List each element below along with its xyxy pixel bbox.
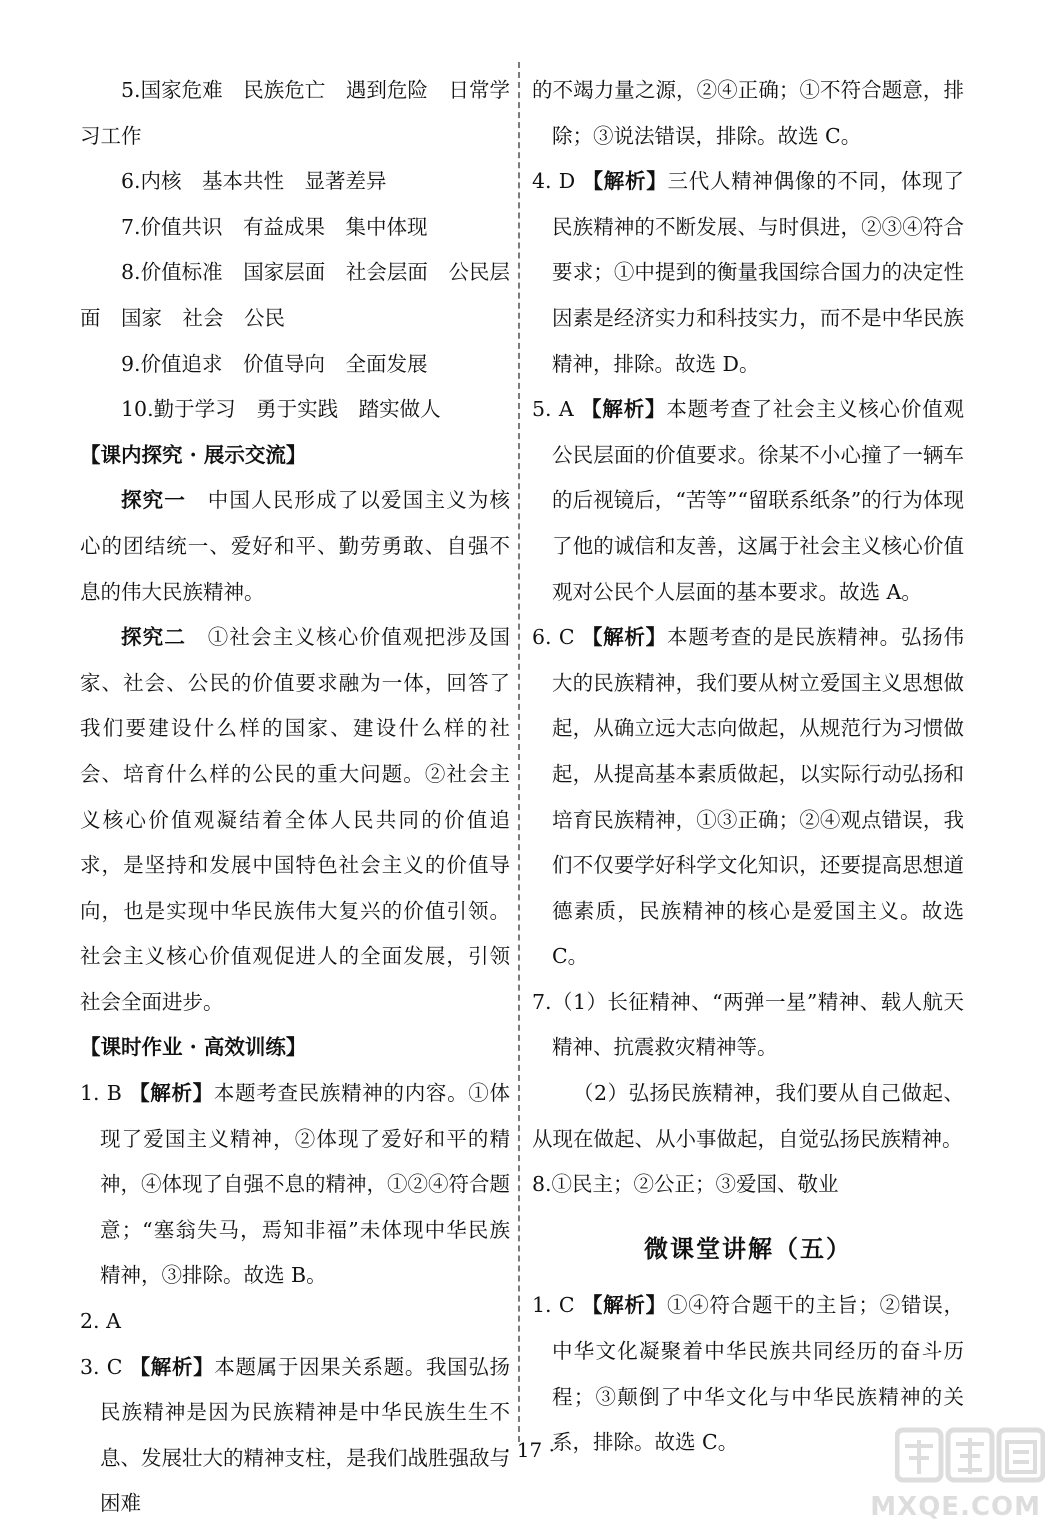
w1-analysis-tag: 【解析】 — [581, 1293, 667, 1318]
explore-2-text: ①社会主义核心价值观把涉及国家、社会、公民的价值要求融为一体，回答了我们要建设什么样的国家、建设什么样的社会、培育什么样的公民的重大问题。②社会主义核心价值观凝结着全体人民共同的价值追求，是坚持和发展中国特色社会主义的价值导向，也是实现中华民族伟大复兴的价值引领。社会主义核心价值观促进人的全面发展，引领社会全面进步。 — [80, 625, 511, 1014]
w1-analysis: ①④符合题干的主旨；②错误，中华文化凝聚着中华民族共同经历的奋斗历程；③颠倒了中华文化与中华民族精神的关系，排除。故选 C。 — [552, 1293, 965, 1455]
watermark-cn-logo-icon — [895, 1426, 1045, 1484]
q3-answer: 3. C — [80, 1354, 130, 1379]
explore-2 — [80, 615, 510, 1025]
q1-analysis-tag: 【解析】 — [129, 1081, 214, 1106]
q3-analysis-continued: 的不竭力量之源，②④正确；①不符合题意，排除；③说法错误，排除。故选 C。 — [532, 78, 964, 148]
explore-2-label: 探究二 — [121, 625, 187, 650]
page-number: · 17 · — [504, 1438, 555, 1462]
watermark-domain: MXQE.COM — [870, 1492, 1041, 1522]
q5-analysis: 本题考查了社会主义核心价值观公民层面的价值要求。徐某不小心撞了一辆车的后视镜后，“苦等”“留联系纸条”的行为体现了他的诚信和友善，这属于社会主义核心价值观对公民个人层面的基本要求。故选 A。 — [552, 397, 965, 604]
left-column — [80, 68, 510, 1527]
answer-8: 8.价值标准 国家层面 社会层面 公民层面 国家 社会 公民 — [80, 260, 510, 330]
watermark-logo — [870, 1426, 1045, 1522]
homework-q8: 8.①民主；②公正；③爱国、敬业 — [532, 1172, 839, 1197]
q1-analysis: 本题考查民族精神的内容。①体现了爱国主义精神，②体现了爱好和平的精神，④体现了自强不息的精神，①②④符合题意；“塞翁失马，焉知非福”未体现中华民族精神，③排除。故选 B。 — [100, 1081, 510, 1288]
right-column — [532, 68, 964, 1466]
homework-q1 — [80, 1071, 510, 1299]
q1-answer: 1. B — [80, 1081, 130, 1106]
answer-5: 5.国家危难 民族危亡 遇到危险 日常学习工作 — [80, 78, 510, 148]
q6-answer: 6. C — [532, 625, 582, 650]
q5-analysis-tag: 【解析】 — [581, 397, 667, 422]
column-divider — [518, 62, 520, 1442]
w1-answer: 1. C — [532, 1293, 582, 1318]
answer-6: 6.内核 基本共性 显著差异 — [121, 169, 387, 194]
answer-7: 7.价值共识 有益成果 集中体现 — [121, 214, 428, 239]
explore-1-label: 探究一 — [121, 488, 187, 513]
section-heading-explore: 【课内探究 · 展示交流】 — [80, 442, 307, 467]
section-heading-homework: 【课时作业 · 高效训练】 — [80, 1035, 307, 1060]
q3-analysis: 本题属于因果关系题。我国弘扬民族精神是因为民族精神是中华民族生生不息、发展壮大的精神支柱，是我们战胜强敌与困难 — [100, 1354, 511, 1516]
explore-1-text: 中国人民形成了以爱国主义为核心的团结统一、爱好和平、勤劳勇敢、自强不息的伟大民族精神。 — [80, 488, 511, 604]
homework-q5 — [532, 387, 964, 615]
answer-10: 10.勤于学习 勇于实践 踏实做人 — [121, 397, 441, 422]
homework-q7-part1: 7.（1）长征精神、“两弹一星”精神、载人航天精神、抗震救灾精神等。 — [532, 989, 964, 1060]
q4-analysis: 三代人精神偶像的不同，体现了民族精神的不断发展、与时俱进，②③④符合要求；①中提到的衡量我国综合国力的决定性因素是经济实力和科技实力，而不是中华民族精神，排除。故选 D。 — [552, 169, 965, 376]
explore-1 — [80, 478, 510, 615]
answer-9: 9.价值追求 价值导向 全面发展 — [121, 351, 428, 376]
homework-q2: 2. A — [80, 1309, 121, 1334]
q6-analysis: 本题考查的是民族精神。弘扬伟大的民族精神，我们要从树立爱国主义思想做起，从确立远大志向做起，从规范行为习惯做起，从提高基本素质做起，以实际行动弘扬和培育民族精神，①③正确；②④观点错误，我们不仅要学好科学文化知识，还要提高思想道德素质，民族精神的核心是爱国主义。故选 C。 — [552, 625, 965, 969]
homework-q4 — [532, 159, 964, 387]
q4-analysis-tag: 【解析】 — [582, 169, 668, 194]
q3-analysis-tag: 【解析】 — [129, 1354, 215, 1379]
q4-answer: 4. D — [532, 169, 583, 194]
q5-answer: 5. A — [532, 397, 582, 422]
homework-q3-continued — [532, 68, 964, 159]
homework-q6 — [532, 615, 964, 980]
q6-analysis-tag: 【解析】 — [581, 625, 667, 650]
micro-lesson-title: 微课堂讲解（五） — [644, 1233, 852, 1263]
homework-q7-part2: （2）弘扬民族精神，我们要从自己做起、从现在做起、从小事做起，自觉弘扬民族精神。 — [532, 1081, 964, 1151]
